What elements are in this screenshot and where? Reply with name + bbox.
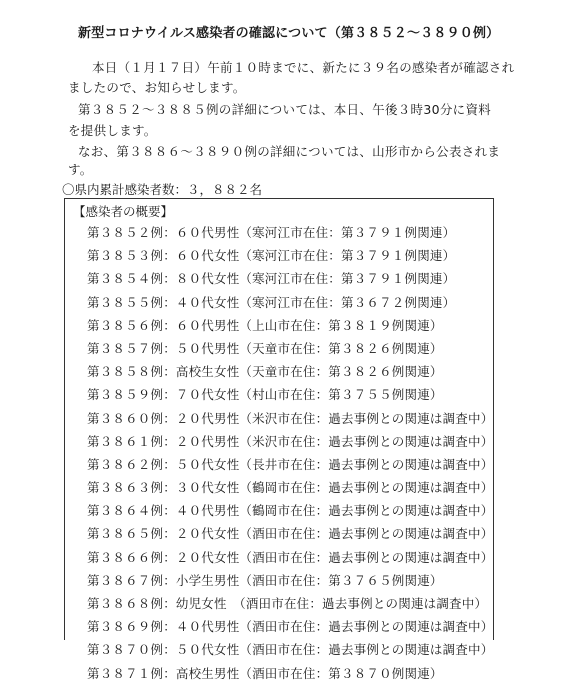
paragraph-line-3: 第３８５２～３８８５例の詳細については、本日、午後３時30分に資料: [78, 102, 492, 117]
case-list: [87, 221, 493, 685]
case-summary-box: [64, 198, 494, 681]
paragraph-line-4: を提供します。: [68, 123, 157, 138]
case-item: 第３８６７例：小学生男性（酒田市在住：第３７６５例関連）: [87, 572, 443, 588]
case-item: 第３８５６例：６０代男性（上山市在住：第３８１９例関連）: [87, 317, 443, 333]
case-item: 第３８６２例：５０代女性（長井市在住：過去事例との関連は調査中）: [87, 456, 494, 472]
case-item: 第３８５５例：４０代女性（寒河江市在住：第３６７２例関連）: [87, 294, 456, 310]
case-item: 第３８６６例：２０代女性（酒田市在住：過去事例との関連は調査中）: [87, 549, 494, 565]
case-item: 第３８７１例：高校生男性（酒田市在住：第３８７０例関連）: [87, 665, 443, 681]
case-item: 第３８６４例：４０代男性（鶴岡市在住：過去事例との関連は調査中）: [87, 503, 494, 519]
case-item: 第３８６９例：４０代男性（酒田市在住：過去事例との関連は調査中）: [87, 619, 494, 635]
case-summary-header: 【感染者の概要】: [73, 204, 174, 219]
case-item: 第３８６８例：幼児女性 （酒田市在住：過去事例との関連は調査中）: [87, 596, 488, 611]
paragraph-line-1: 本日（１月１７日）午前１０時までに、新たに３９名の感染者が確認され: [92, 60, 515, 75]
case-item: 第３８５７例：５０代男性（天童市在住：第３８２６例関連）: [87, 340, 443, 356]
case-item: 第３８５４例：８０代女性（寒河江市在住：第３７９１例関連）: [87, 271, 456, 287]
document-title: 新型コロナウイルス感染者の確認について（第３８５２～３８９０例）: [78, 26, 500, 41]
case-item: 第３８６０例：２０代男性（米沢市在住：過去事例との関連は調査中）: [87, 410, 494, 426]
case-item: 第３８６１例：２０代男性（米沢市在住：過去事例との関連は調査中）: [87, 433, 494, 449]
case-item: 第３８７０例：５０代女性（酒田市在住：過去事例との関連は調査中）: [87, 642, 494, 658]
case-item: 第３８５８例：高校生女性（天童市在住：第３８２６例関連）: [87, 364, 443, 380]
case-item: 第３８５２例：６０代男性（寒河江市在住：第３７９１例関連）: [87, 225, 456, 240]
case-item: 第３８６３例：３０代女性（鶴岡市在住：過去事例との関連は調査中）: [87, 480, 494, 496]
case-item: 第３８５３例：６０代女性（寒河江市在住：第３７９１例関連）: [87, 248, 456, 264]
paragraph-line-2: ましたので、お知らせします。: [68, 80, 246, 95]
case-item: 第３８５９例：７０代女性（村山市在住：第３７５５例関連）: [87, 387, 443, 403]
paragraph-line-5: なお、第３８８６～３８９０例の詳細については、山形市から公表されま: [78, 144, 501, 159]
paragraph-line-6: す。: [68, 162, 93, 177]
cumulative-total: 〇県内累計感染者数：３，８８２名: [62, 182, 263, 197]
case-item: 第３８６５例：２０代女性（酒田市在住：過去事例との関連は調査中）: [87, 526, 494, 542]
